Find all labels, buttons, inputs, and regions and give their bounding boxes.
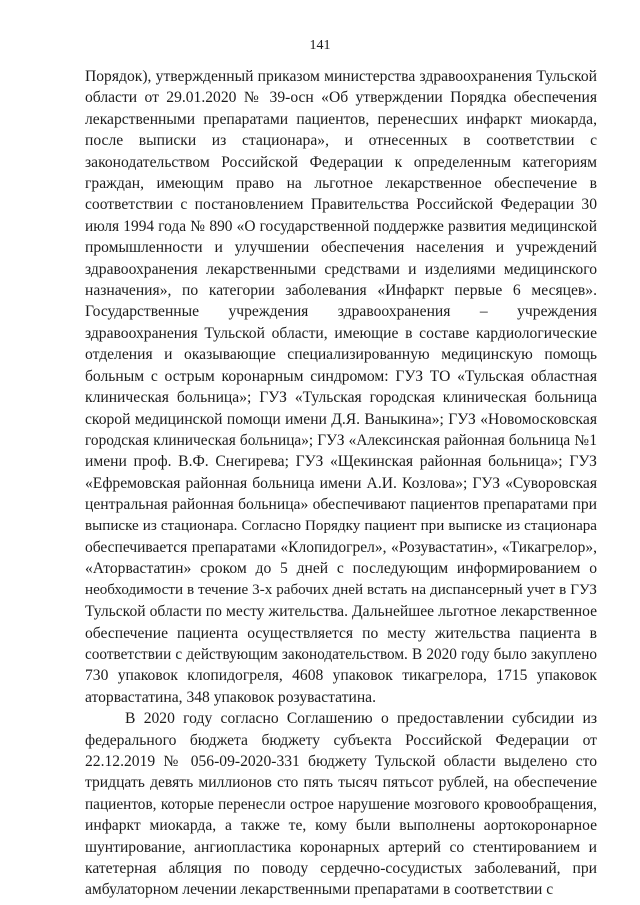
text-line: городская клиническая больница»; ГУЗ «Алексинская районная больница №1 [85, 431, 597, 449]
text-line: тридцать девять миллионов сто пять тысяч пятьсот рублей, на обеспечение [85, 774, 597, 792]
text-line: отделения и оказывающие специализированную медицинскую помощь [85, 346, 597, 364]
text-line: амбулаторном лечении лекарственными препаратами в соответствии с [85, 881, 554, 899]
text-line: законодательством Российской Федерации к определенным категориям [85, 153, 597, 171]
text-line: выписке из стационара. Согласно Порядку пациент при выписке из стационара [85, 517, 597, 534]
text-line: федерального бюджета бюджету субъекта Российской Федерации от [85, 731, 597, 749]
text-line: июля 1994 года № 890 «О государственной поддержке развития медицинской [85, 217, 597, 235]
text-line: здравоохранения Тульской области, имеющие в составе кардиологические [85, 324, 597, 342]
paragraph [85, 66, 597, 708]
text-line: Государственные учреждения здравоохранения – учреждения [85, 303, 597, 321]
text-line: центральная районная больница» обеспечивают пациентов препаратами при [85, 496, 597, 514]
text-line: после выписки из стационара», и отнесенных в соответствии с [85, 132, 597, 150]
text-line: катетерная абляция по поводу сердечно-сосудистых заболеваний, при [85, 860, 597, 878]
text-line: области от 29.01.2020 № 39-осн «Об утверждении Порядка обеспечения [85, 89, 597, 107]
text-line: Порядок), утвержденный приказом министерства здравоохранения Тульской [85, 68, 597, 85]
text-line: граждан, имеющим право на льготное лекарственное обеспечение в [85, 175, 597, 193]
text-line: обеспечение пациента осуществляется по месту жительства пациента в [85, 624, 597, 642]
document-body [85, 66, 597, 901]
text-line: клиническая больница»; ГУЗ «Тульская городская клиническая больница [85, 389, 597, 407]
text-line: больным с острым коронарным синдромом: ГУЗ ТО «Тульская областная [85, 367, 597, 385]
text-line: «Аторвастатин» сроком до 5 дней с последующим информированием о [85, 560, 597, 578]
text-line: скорой медицинской помощи имени Д.Я. Ваныкина»; ГУЗ «Новомосковская [85, 410, 597, 428]
text-line: инфаркт миокарда, а также те, кому были выполнены аортокоронарное [85, 817, 597, 835]
page-number: 141 [309, 38, 331, 53]
text-line: Тульской области по месту жительства. Дальнейшее льготное лекарственное [85, 603, 597, 621]
text-line: шунтирование, ангиопластика коронарных артерий со стентированием и [85, 838, 597, 856]
text-line: 22.12.2019 № 056-09-2020-331 бюджету Тульской области выделено сто [85, 753, 597, 770]
text-line: 730 упаковок клопидогреля, 4608 упаковок тикагрелора, 1715 упаковок [85, 667, 597, 685]
text-line: пациентов, которые перенесли острое нарушение мозгового кровообращения, [85, 795, 597, 813]
text-line: назначения», по категории заболевания «Инфаркт первые 6 месяцев». [85, 282, 597, 300]
text-line: лекарственными препаратами пациентов, перенесших инфаркт миокарда, [85, 110, 597, 128]
text-line: здравоохранения лекарственными средствами и изделиями медицинского [85, 260, 597, 278]
text-line: «Ефремовская районная больница имени А.И. Козлова»; ГУЗ «Суворовская [85, 474, 597, 492]
text-line: обеспечивается препаратами «Клопидогрел», «Розувастатин», «Тикагрелор», [85, 538, 597, 556]
text-line: промышленности и улучшении обеспечения населения и учреждений [85, 239, 597, 257]
text-line: имени проф. В.Ф. Снегирева; ГУЗ «Щекинская районная больница»; ГУЗ [85, 453, 597, 471]
text-line: В 2020 году согласно Соглашению о предоставлении субсидии из [125, 710, 597, 728]
text-line: необходимости в течение 3-х рабочих дней встать на диспансерный учет в ГУЗ [85, 581, 597, 598]
text-line: соответствии с постановлением Правительства Российской Федерации 30 [85, 196, 597, 214]
text-line: соответствии с действующим законодательством. В 2020 году было закуплено [85, 645, 597, 663]
paragraph [85, 708, 597, 901]
text-line: аторвастатина, 348 упаковок розувастатина. [85, 688, 376, 706]
